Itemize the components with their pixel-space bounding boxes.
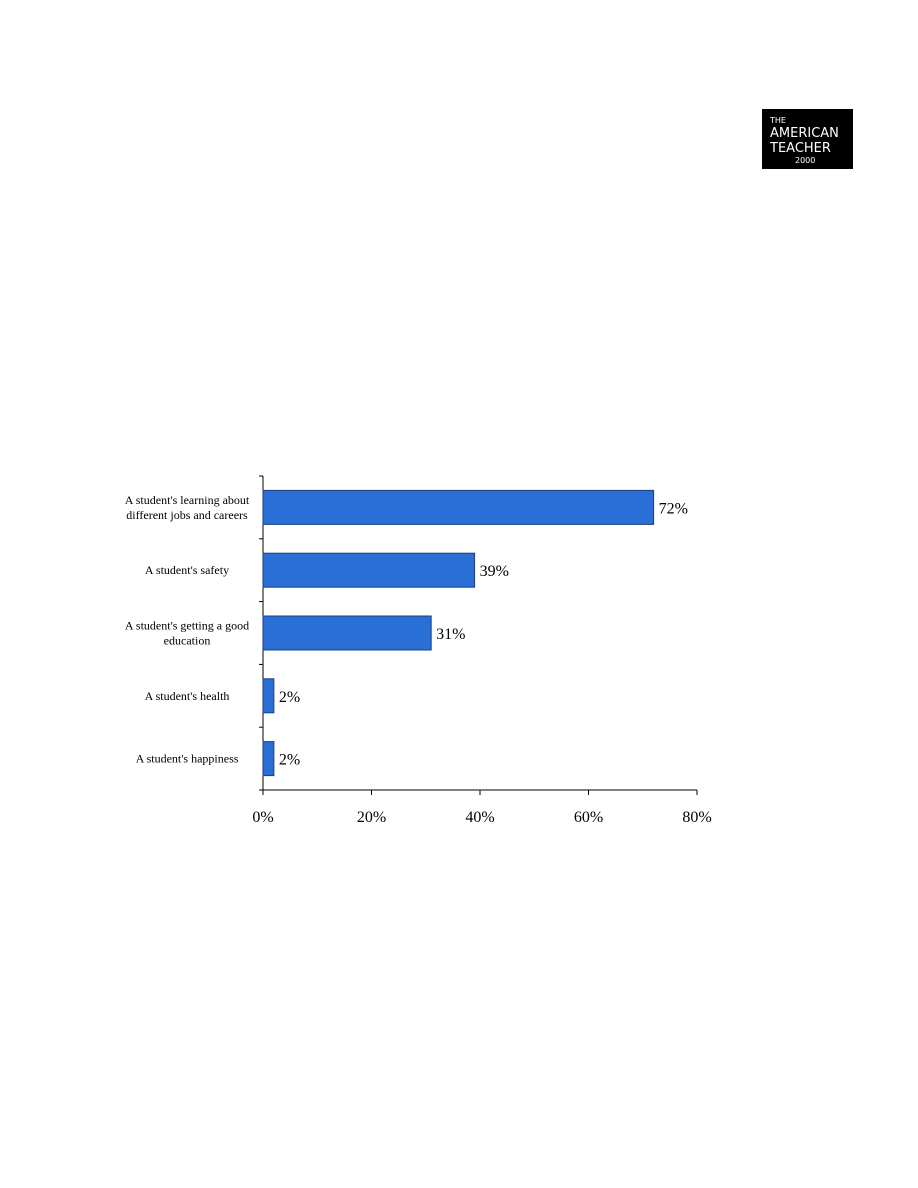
bar — [263, 679, 274, 713]
logo-line-year: 2000 — [795, 156, 816, 165]
category-label — [125, 619, 249, 648]
bar — [263, 742, 274, 776]
category-label-line: A student's getting a good — [124, 618, 250, 633]
logo-line-the: THE — [770, 116, 786, 125]
x-tick-labels — [252, 809, 711, 826]
value-label: 31% — [436, 626, 466, 643]
category-label-line: A student's safety — [144, 563, 230, 578]
category-label-line: A student's happiness — [135, 751, 239, 766]
value-label: 39% — [479, 563, 509, 581]
category-labels — [125, 493, 250, 766]
category-label — [125, 493, 250, 522]
category-label-line: education — [163, 633, 211, 648]
category-label-line: A student's learning about — [124, 492, 250, 507]
logo-line-teacher: TEACHER — [770, 141, 831, 156]
value-label: 72% — [658, 500, 688, 518]
x-tick-label: 0% — [252, 809, 274, 826]
category-label — [145, 563, 229, 577]
bar — [263, 616, 431, 650]
category-label — [136, 752, 239, 766]
category-label — [145, 689, 230, 703]
category-label-line: A student's health — [144, 688, 230, 703]
x-tick-label: 20% — [356, 809, 387, 826]
x-tick-label: 60% — [573, 809, 604, 826]
value-label: 2% — [278, 751, 301, 769]
value-label: 2% — [278, 688, 301, 706]
x-tick-label: 40% — [465, 809, 495, 826]
bar — [263, 553, 475, 587]
category-label-line: different jobs and careers — [126, 507, 248, 522]
bar — [263, 490, 654, 524]
logo-line-american: AMERICAN — [770, 126, 839, 141]
x-tick-label: 80% — [682, 809, 712, 826]
